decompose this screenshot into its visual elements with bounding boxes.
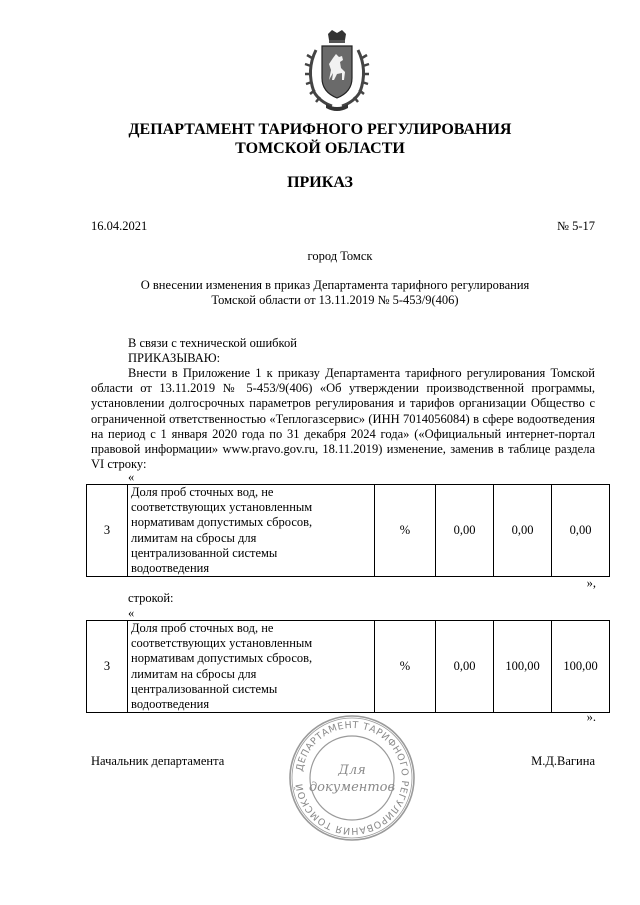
stamp-center-line2: документов (308, 780, 396, 795)
row-unit: % (375, 485, 436, 577)
row-description (128, 485, 375, 577)
desc-line: соответствующих установленным (131, 636, 313, 651)
old-row-table (86, 484, 610, 577)
subject-line1: О внесении изменения в приказ Департамента тарифного регулирования (140, 278, 530, 292)
desc-line: нормативам допустимых сбросов, (131, 515, 313, 530)
department-title-line2: ТОМСКОЙ ОБЛАСТИ (235, 140, 405, 157)
row-description (128, 621, 375, 713)
close-quote-1: », (586, 576, 596, 590)
stamp-center-line1: Для (338, 763, 366, 778)
stamp-ring-text: ДЕПАРТАМЕНТ ТАРИФНОГО РЕГУЛИРОВАНИЯ ТОМСКОЙ (294, 719, 411, 837)
row-value-3: 100,00 (552, 621, 610, 713)
city: город Томск (307, 249, 373, 263)
main-paragraph: Внести в Приложение 1 к приказу Департамента тарифного регулирования Томской области от 13.11.2019 № 5-453/9(406) «Об утверждении производственной программы, установлении долгосрочных параметров регулирования и тарифов организации Общество с ограниченной ответственностью «Теплогазсервис» (ИНН 7014056084) в сфере водоотведения на период с 1 января 2020 года по 31 декабря 2024 года» («Официальный интернет-портал правовой информации» www.pravo.gov.ru, 18.11.2019) изменение, заменив в таблице раздела VI строку: (91, 366, 595, 472)
row-value-1: 0,00 (436, 621, 494, 713)
desc-line: нормативам допустимых сбросов, (131, 651, 313, 666)
order-word: ПРИКАЗЫВАЮ: (128, 351, 221, 365)
table-row (87, 485, 610, 577)
document-subject (120, 278, 550, 308)
department-title-line1: ДЕПАРТАМЕНТ ТАРИФНОГО РЕГУЛИРОВАНИЯ (128, 121, 512, 138)
signatory-position: Начальник департамента (91, 754, 225, 768)
document-date: 16.04.2021 (91, 219, 148, 233)
row-unit: % (375, 621, 436, 713)
desc-line: водоотведения (131, 561, 210, 576)
row-value-1: 0,00 (436, 485, 494, 577)
table-row (87, 621, 610, 713)
open-quote-2: « (128, 606, 135, 620)
desc-line: водоотведения (131, 697, 210, 712)
reason-text: В связи с технической ошибкой (128, 336, 297, 350)
new-row-table (86, 620, 610, 713)
open-quote-1: « (128, 470, 135, 484)
close-quote-2: ». (586, 710, 596, 724)
desc-line: Доля проб сточных вод, не (131, 485, 274, 499)
row-value-3: 0,00 (552, 485, 610, 577)
desc-line: централизованной системы (131, 545, 278, 560)
row-number: 3 (87, 621, 128, 713)
desc-line: централизованной системы (131, 681, 278, 696)
coat-of-arms-emblem (302, 30, 372, 112)
document-type: ПРИКАЗ (287, 174, 353, 191)
desc-line: лимитам на сбросы для (131, 666, 257, 681)
subject-line2: Томской области от 13.11.2019 № 5-453/9(406) (211, 293, 459, 307)
replace-word: строкой: (128, 591, 174, 605)
row-value-2: 100,00 (494, 621, 552, 713)
desc-line: Доля проб сточных вод, не (131, 621, 274, 635)
department-stamp (287, 713, 417, 843)
document-number: № 5-17 (557, 219, 595, 233)
desc-line: соответствующих установленным (131, 500, 313, 515)
row-number: 3 (87, 485, 128, 577)
row-value-2: 0,00 (494, 485, 552, 577)
desc-line: лимитам на сбросы для (131, 530, 257, 545)
signatory-name: М.Д.Вагина (531, 754, 595, 768)
